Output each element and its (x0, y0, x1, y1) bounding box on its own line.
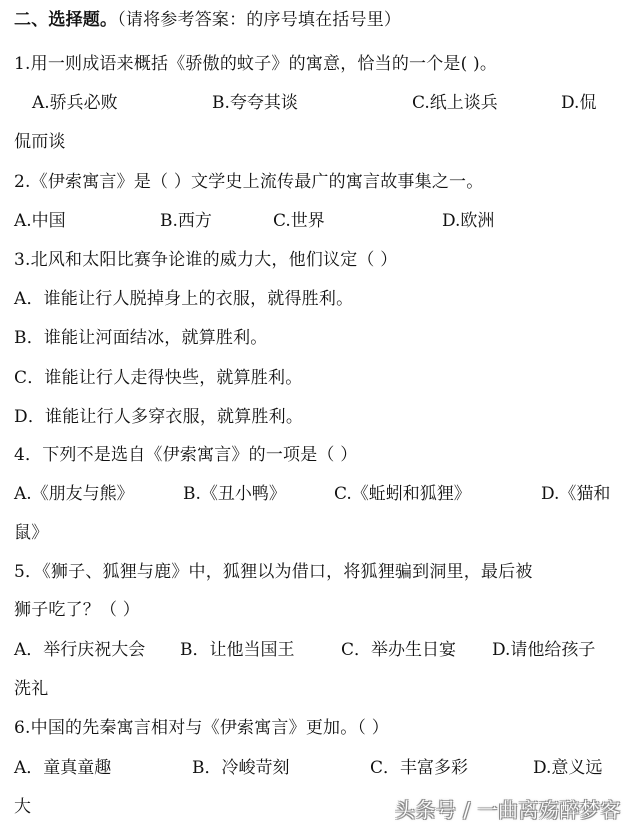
question-1-option-c: C.纸上谈兵 (412, 93, 498, 113)
question-1-stem: 1.用一则成语来概括《骄傲的蚊子》的寓意，恰当的一个是( )。 (14, 54, 498, 74)
question-1-option-b: B.夸夸其谈 (212, 93, 298, 113)
question-5-option-b: B．让他当国王 (180, 640, 295, 660)
question-4-option-c: C.《蚯蚓和狐狸》 (334, 484, 471, 504)
question-2-option-b: B.西方 (160, 211, 212, 231)
question-3-option-d: D．谁能让行人多穿衣服，就算胜利。 (14, 407, 304, 427)
question-5-option-d: D.请他给孩子 (492, 640, 596, 660)
question-5-option-d-continued: 洗礼 (14, 679, 49, 699)
question-1-option-a: A.骄兵必败 (32, 93, 118, 113)
question-1-option-d: D.侃 (561, 93, 597, 113)
question-2-option-a: A.中国 (14, 211, 66, 231)
question-1-option-d-continued: 侃而谈 (14, 132, 66, 152)
question-2-option-d: D.欧洲 (442, 211, 495, 231)
question-3-option-b: B．谁能让河面结冰，就算胜利。 (14, 328, 268, 348)
question-6-stem: 6.中国的先秦寓言相对与《伊索寓言》更加。（ ） (14, 718, 389, 738)
section-heading (14, 8, 623, 32)
question-4-stem: 4．下列不是选自《伊索寓言》的一项是（ ） (14, 445, 358, 465)
question-5-stem-continued: 狮子吃了？（ ） (14, 600, 141, 620)
section-instruction: （请将参考答案：的序号填在括号里） (117, 10, 402, 30)
question-6-option-b: B．冷峻苛刻 (192, 758, 290, 778)
question-3-stem: 3.北风和太阳比赛争论谁的威力大，他们议定（ ） (14, 250, 398, 270)
question-6-option-d: D.意义远 (533, 758, 603, 778)
question-5-option-c: C．举办生日宴 (341, 640, 457, 660)
question-2-stem: 2.《伊索寓言》是（ ）文学史上流传最广的寓言故事集之一。 (14, 172, 484, 192)
question-6-option-c: C．丰富多彩 (370, 758, 469, 778)
source-watermark: 头条号 / 一曲离殇醉梦客 (395, 798, 621, 822)
question-5-stem: 5．《狮子、狐狸与鹿》中，狐狸以为借口，将狐狸骗到洞里，最后被 (14, 562, 533, 582)
question-3-option-c: C．谁能让行人走得快些，就算胜利。 (14, 368, 303, 388)
question-4-option-d: D.《猫和 (541, 484, 611, 504)
question-4-option-b: B.《丑小鸭》 (183, 484, 286, 504)
question-2-option-c: C.世界 (273, 211, 325, 231)
question-4-option-d-continued: 鼠》 (14, 523, 49, 543)
question-3-option-a: A．谁能让行人脱掉身上的衣服，就得胜利。 (14, 289, 354, 309)
question-5-option-a: A．举行庆祝大会 (14, 640, 146, 660)
section-title: 二、选择题。 (14, 10, 118, 30)
question-6-option-d-continued: 大 (14, 797, 32, 817)
question-4-option-a: A.《朋友与熊》 (14, 484, 134, 504)
question-6-option-a: A．童真童趣 (14, 758, 112, 778)
